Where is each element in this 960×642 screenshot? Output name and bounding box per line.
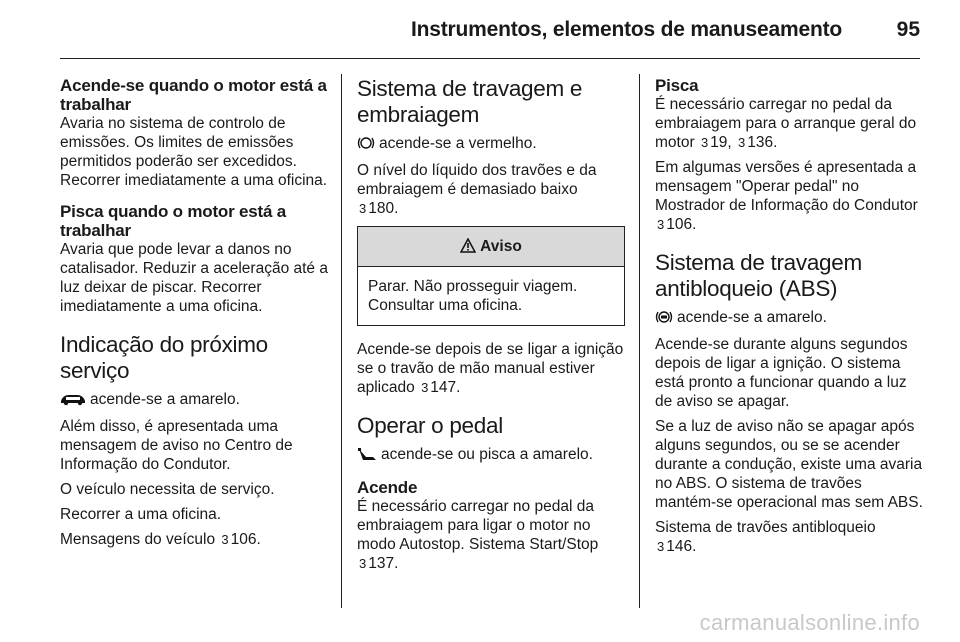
- acende-text: É necessário carregar no pedal da embraiagem para ligar o motor no modo Autostop. Sistema Start/Stop: [357, 498, 599, 553]
- brake-icon-text: acende-se a vermelho.: [379, 135, 537, 152]
- page-ref-icon[interactable]: 3: [221, 532, 229, 547]
- para-pisca-b: [655, 158, 923, 234]
- warning-header: [358, 227, 624, 267]
- page-ref-icon[interactable]: 3: [700, 135, 709, 150]
- column-1: [60, 76, 328, 555]
- para-engine-flash: Avaria que pode levar a danos no catalisador. Reduzir a aceleração até a luz deixar de piscar. Recorrer imediatamente a uma oficina.: [60, 241, 328, 315]
- heading-engine-flash: Pisca quando o motor está a trabalhar: [60, 202, 287, 240]
- heading-operate-pedal: Operar o pedal: [357, 413, 503, 438]
- heading-next-service: Indicação do próximo serviço: [60, 332, 268, 383]
- abs-3-text: Sistema de travões antibloqueio: [655, 519, 876, 536]
- pedal-icon-text: acende-se ou pisca a amarelo.: [381, 446, 593, 463]
- page-number: 95: [896, 18, 920, 41]
- pisca-ref-2[interactable]: 136.: [747, 134, 778, 151]
- service-icon-text: acende-se a amarelo.: [90, 391, 240, 408]
- page-ref-icon[interactable]: 3: [657, 217, 665, 232]
- pisca-b-ref[interactable]: 106.: [666, 216, 697, 233]
- heading-engine-running: Acende-se quando o motor está a trabalhar: [60, 76, 327, 114]
- para-service-shop: Recorrer a uma oficina.: [60, 506, 222, 523]
- handbrake-ref-page[interactable]: 147.: [430, 379, 461, 396]
- abs-warning-icon: [655, 310, 673, 329]
- page-header: [60, 14, 920, 54]
- brake-warning-icon: [357, 136, 375, 155]
- para-acende: [357, 497, 625, 573]
- brake-level-text: O nível do líquido dos travões e da embraiagem é demasiado baixo: [357, 162, 597, 198]
- column-3: [655, 76, 923, 562]
- page-ref-icon[interactable]: 3: [657, 539, 665, 554]
- page-ref-icon[interactable]: 3: [359, 556, 367, 571]
- heading-acende: Acende: [357, 478, 418, 497]
- service-ref-page[interactable]: 106.: [230, 531, 261, 548]
- pisca-a-text: É necessário carregar no pedal da embraiagem para o arranque geral do motor: [655, 96, 917, 151]
- para-handbrake: [357, 340, 625, 397]
- brake-ref-page[interactable]: 180.: [368, 200, 399, 217]
- header-rule: [60, 58, 920, 59]
- service-wrench-icon: [60, 392, 86, 411]
- column-divider-1: [341, 74, 342, 608]
- abs-3-ref[interactable]: 146.: [666, 538, 697, 555]
- para-abs-1: Acende-se durante alguns segundos depois de ligar a ignição. O sistema está pronto a funcionar quando a luz de aviso se apagar.: [655, 336, 908, 410]
- para-engine-running: Avaria no sistema de controlo de emissões. Os limites de emissões permitidos poderão ser excedidos. Recorrer imediatamente a uma oficina.: [60, 115, 328, 189]
- service-ref-text: Mensagens do veículo: [60, 531, 216, 548]
- pisca-b-text: Em algumas versões é apresentada a mensagem "Operar pedal" no Mostrador de Informação do Condutor: [655, 159, 918, 214]
- warning-triangle-icon: [460, 229, 476, 269]
- para-service-ref: [60, 530, 328, 549]
- para-abs-3: [655, 518, 923, 556]
- para-service-need: O veículo necessita de serviço.: [60, 481, 275, 498]
- heading-brake-system: Sistema de travagem e embraiagem: [357, 76, 583, 127]
- para-brake-level: [357, 161, 625, 218]
- page-ref-icon[interactable]: 3: [359, 201, 367, 216]
- column-2: [357, 76, 625, 579]
- warning-title: Aviso: [480, 238, 522, 255]
- pisca-ref-1[interactable]: 19,: [710, 134, 732, 151]
- clutch-pedal-icon: [357, 447, 377, 466]
- para-service-msg: Além disso, é apresentada uma mensagem de aviso no Centro de Informação do Condutor.: [60, 418, 293, 473]
- para-pisca-a: [655, 95, 923, 152]
- warning-body: Parar. Não prosseguir viagem. Consultar uma oficina.: [368, 278, 578, 314]
- warning-box: [357, 226, 625, 326]
- para-abs-2: Se a luz de aviso não se apagar após alguns segundos, ou se se acender durante a condução, existe uma avaria no ABS. O sistema de travões mantém-se operacional mas sem ABS.: [655, 418, 923, 511]
- handbrake-text: Acende-se depois de se ligar a ignição se o travão de mão manual estiver aplicado: [357, 341, 624, 396]
- header-title: Instrumentos, elementos de manuseamento: [411, 18, 842, 41]
- watermark: carmanualsonline.info: [699, 610, 920, 635]
- heading-pisca: Pisca: [655, 76, 699, 95]
- para-pedal-icon: [357, 445, 625, 466]
- heading-abs: Sistema de travagem antibloqueio (ABS): [655, 250, 862, 301]
- para-brake-icon: [357, 134, 625, 155]
- abs-icon-text: acende-se a amarelo.: [677, 309, 827, 326]
- page-ref-icon[interactable]: 3: [738, 135, 746, 150]
- page-ref-icon[interactable]: 3: [421, 380, 429, 395]
- para-abs-icon: [655, 308, 923, 329]
- column-divider-2: [639, 74, 640, 608]
- para-service-icon: [60, 390, 328, 411]
- acende-ref-page[interactable]: 137.: [368, 555, 399, 572]
